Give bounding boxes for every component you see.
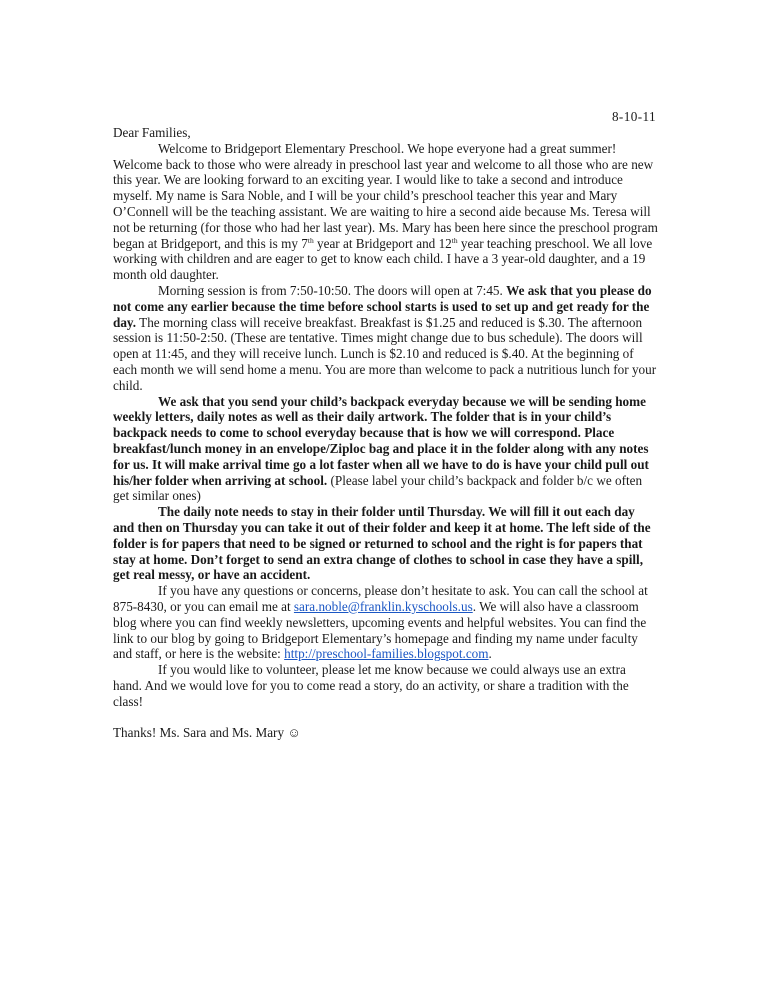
welcome-text-2: year at Bridgeport and 12 <box>313 235 452 251</box>
signoff: Thanks! Ms. Sara and Ms. Mary ☺ <box>113 725 301 741</box>
paragraph-welcome <box>113 141 658 283</box>
daily-note-bold-text: The daily note needs to stay in their folder until Thursday. We will fill it out each day and then on Thursday you can take it out of their folder and keep it at home. The left side of the folder is for papers that need to be signed or returned to school and the right is for papers that stay at home. Don’t forget to send an extra change of clothes to school in case they have a spill, get real messy, or have an accident. <box>113 504 651 583</box>
greeting: Dear Families, <box>113 125 191 140</box>
ordinal-suffix-2: th <box>451 235 458 245</box>
letter-body <box>113 125 658 741</box>
sessions-text: Morning session is from 7:50-10:50. The doors will open at 7:45. <box>158 282 507 298</box>
contact-text-3: . <box>488 646 492 662</box>
paragraph-contact <box>113 583 658 662</box>
website-link[interactable]: http://preschool-families.blogspot.com <box>284 646 489 662</box>
volunteer-text: If you would like to volunteer, please let me know because we could always use an extra hand. And we would love for you to come read a story, do an activity, or share a tradition with the class! <box>113 662 629 709</box>
ordinal-suffix: th <box>307 235 314 245</box>
sessions-bold-text: We ask that you please do not come any earlier because the time before school starts is used to set up and get ready for the day. <box>113 282 652 330</box>
letter-date: 8-10-11 <box>611 109 656 124</box>
sessions-text-2: The morning class will receive breakfast. Breakfast is $1.25 and reduced is $.30. The afternoon session is 11:50-2:50. (These are tentative. Times might change due to bus schedule). The doors will open at 11:45, and they will receive lunch. Lunch is $2.10 and reduced is $.40. At the beginning of each month we will send home a menu. You are more than welcome to pack a nutritious lunch for your child. <box>113 314 657 393</box>
paragraph-backpack <box>113 394 658 505</box>
backpack-text: (Please label your child’s backpack and folder b/c we often get similar ones) <box>113 472 643 504</box>
paragraph-daily-note <box>113 504 658 583</box>
backpack-bold-text: We ask that you send your child’s backpack everyday because we will be sending home weekly letters, daily notes as well as their daily artwork. The folder that is in your child’s backpack needs to come to school everyday because that is how we will correspond. Place breakfast/lunch money in an envelope/Ziploc bag and place it in the folder along with any notes for us. It will make arrival time go a lot faster when all we have to do is have your child pull out his/her folder when arriving at school. <box>113 393 649 488</box>
contact-text: If you have any questions or concerns, please don’t hesitate to ask. You can call the school at 875-8430, or you can email me at <box>113 583 648 614</box>
welcome-text: Welcome to Bridgeport Elementary Preschool. We hope everyone had a great summer! Welcome back to those who were already in preschool last year and welcome to all those who are new this year. We are looking forward to an exciting year. I would like to take a second and introduce myself. My name is Sara Noble, and I will be your child’s preschool teacher this year and Mary O’Connell will be the teaching assistant. We are waiting to hire a second aide because Ms. Teresa will not be returning (for those who had her last year). Ms. Mary has been here since the preschool program began at Bridgeport, and this is my 7 <box>113 140 658 251</box>
spacer <box>113 709 658 725</box>
contact-text-2: . We will also have a classroom blog where you can find weekly newsletters, upcoming events and helpful websites. You can find the link to our blog by going to Bridgeport Elementary’s homepage and finding my name under faculty and staff, or here is the website: <box>113 598 647 662</box>
paragraph-sessions <box>113 283 658 394</box>
welcome-text-3: year teaching preschool. We all love working with children and are eager to get to know each child. I have a 3 year-old daughter, and a 19 month old daughter. <box>113 235 653 283</box>
email-link[interactable]: sara.noble@franklin.kyschools.us <box>293 598 473 614</box>
paragraph-volunteer <box>113 662 658 709</box>
